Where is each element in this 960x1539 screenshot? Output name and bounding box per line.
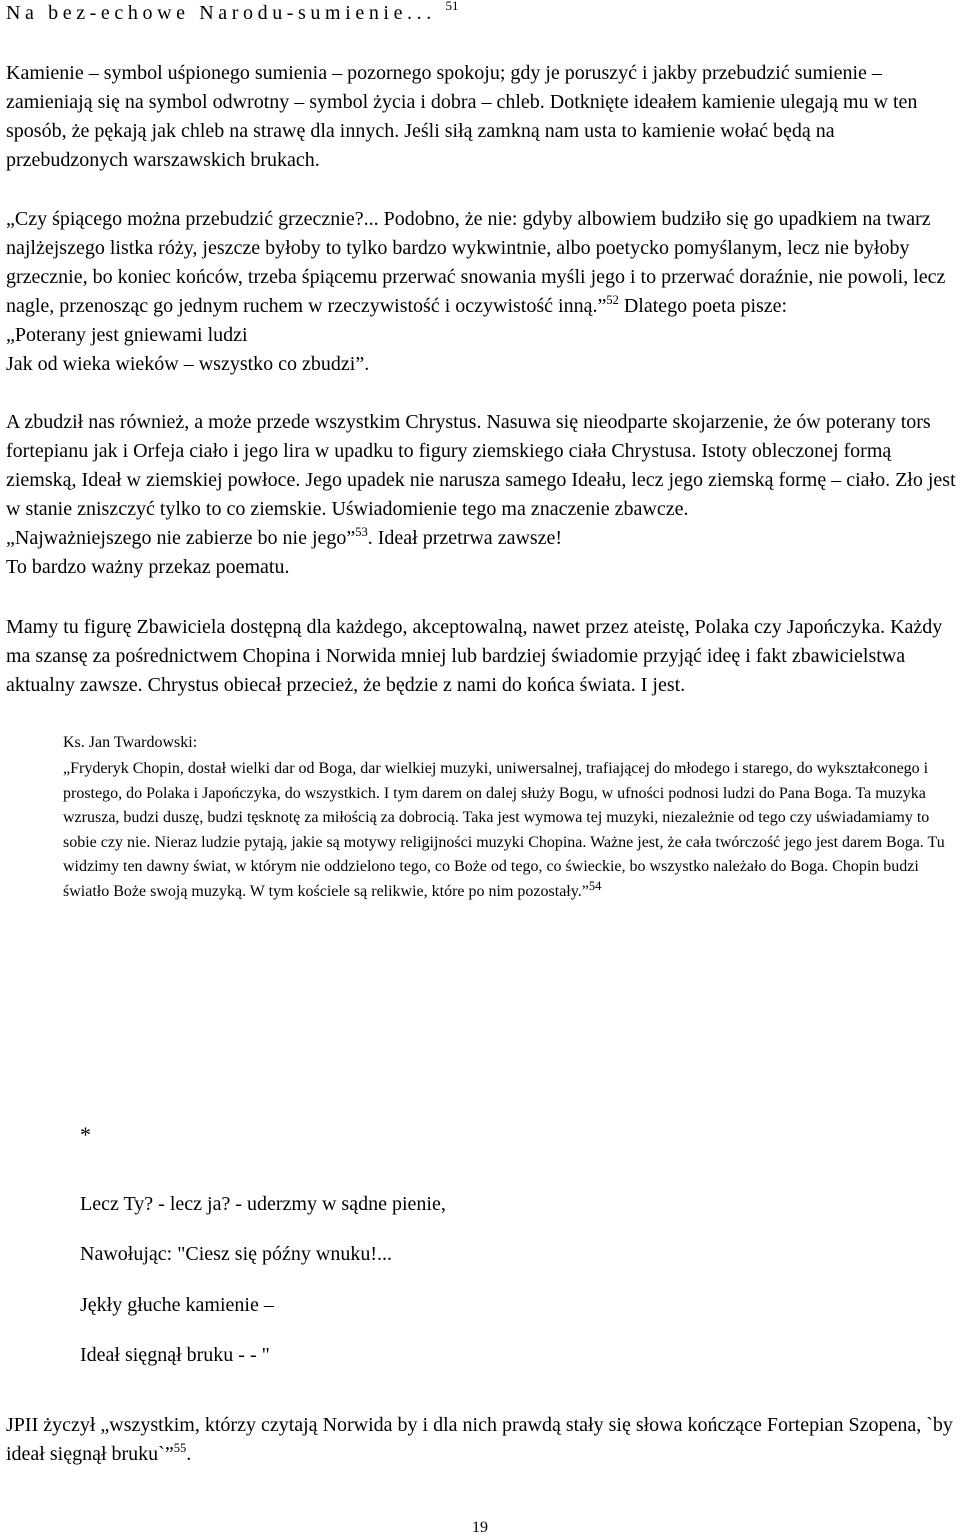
- poem-line-2: Nawołując: "Ciesz się późny wnuku!...: [80, 1243, 392, 1265]
- paragraph-christ-last-line: To bardzo ważny przekaz poematu.: [6, 556, 290, 578]
- paragraph-christ-quote: „Najważniejszego nie zabierze bo nie jego”: [6, 527, 356, 549]
- closing-text: JPII życzył „wszystkim, którzy czytają Norwida by i dla nich prawdą stały się słowa kończące Fortepian Szopena, `by ideał sięgnął bruku`”: [6, 1414, 953, 1465]
- footnote-marker-52: 52: [606, 293, 619, 307]
- paragraph-savior-text: Mamy tu figurę Zbawiciela dostępną dla każdego, akceptowalną, nawet przez ateistę, Polaka czy Japończyka. Każdy ma szansę za pośrednictwem Chopina i Norwida mniej lub bardziej świadomie przyjąć ideę i fakt zbawicielstwa aktualny zawsze. Chrystus obiecał przecież, że będzie z nami do końca świata. I jest.: [6, 616, 943, 696]
- poem-line-4: Ideał sięgnął bruku - - ": [80, 1344, 270, 1366]
- page-number: 19: [472, 1519, 488, 1536]
- paragraph-awakening-tail: Dlatego poeta pisze:: [618, 295, 788, 317]
- poem-line-1: Lecz Ty? - lecz ja? - uderzmy w sądne pienie,: [80, 1193, 446, 1215]
- page-heading: [6, 2, 458, 25]
- quote-author: Ks. Jan Twardowski:: [63, 734, 198, 751]
- heading-footnote-marker: 51: [445, 0, 459, 13]
- twardowski-quote-text: „Fryderyk Chopin, dostał wielki dar od Boga, dar wielkiej muzyki, uniwersalnej, trafiającej do młodego i starego, do wykształconego i prostego, do Polaka i Japończyka, do wszystkich. I tym darem on dalej służy Bogu, w ufności podnosi ludzi do Pana Boga. Ta muzyka wzrusza, budzi duszę, budzi tęsknotę za miłością za dobrocią. Taka jest wymowa tej muzyki, niezależnie od tego czy uświadamiamy to sobie czy nie. Nieraz ludzie pytają, jakie są motywy religijności muzyki Chopina. Ważne jest, że cała twórczość jego jest darem Boga. Tu widzimy ten dawny świat, w którym nie oddzielono tego, co Boże od tego, co świeckie, bo wszystko należało do Boga. Chopin budzi światło Boże swoją muzyką. W tym kościele są relikwie, które po nim pozostały.”: [63, 760, 945, 900]
- closing-paragraph: [6, 1411, 956, 1469]
- paragraph-savior: [6, 613, 956, 700]
- poem-quote-line-1: „Poterany jest gniewami ludzi: [6, 324, 248, 346]
- paragraph-awakening-text: „Czy śpiącego można przebudzić grzecznie?... Podobno, że nie: gdyby albowiem budziło się go upadkiem na twarz najlżejszego listka róży, jeszcze byłoby to tylko bardzo wykwintnie, albo poetycko pomyślanym, lecz nie byłoby grzecznie, bo koniec końców, trzeba śpiącemu przerwać snowania myśli jego i to przerwać doraźnie, nie powoli, lecz nagle, przenosząc go jednym ruchem w rzeczywistość i oczywistość inną.”: [6, 208, 946, 317]
- footnote-marker-54: 54: [588, 878, 602, 893]
- poem-line-3: Jękły głuche kamienie –: [80, 1294, 274, 1316]
- paragraph-stones: [6, 59, 956, 175]
- footnote-marker-55: 55: [173, 1441, 187, 1455]
- paragraph-christ-after: . Ideał przetrwa zawsze!: [367, 527, 563, 549]
- paragraph-christ-text: A zbudził nas również, a może przede wszystkim Chrystus. Nasuwa się nieodparte skojarzenie, że ów poterany tors fortepianu jak i Orfeja ciało i jego lira w upadku to figury ziemskiego ciała Chrystusa. Istoty obleczonej formą ziemską, Ideał w ziemskiej powłoce. Jego upadek nie narusza samego Ideału, lecz jego ziemską formę – ciało. Zło jest w stanie zniszczyć tylko to co ziemskie. Uświadomienie tego ma znaczenie zbawcze.: [6, 411, 956, 520]
- heading-title: Na bez-echowe Narodu-sumienie...: [6, 2, 436, 24]
- section-separator-asterisk: *: [80, 1122, 91, 1147]
- poem-quote-line-2: Jak od wieka wieków – wszystko co zbudzi”.: [6, 353, 370, 375]
- paragraph-stones-text: Kamienie – symbol uśpionego sumienia – pozornego spokoju; gdy je poruszyć i jakby przebudzić sumienie – zamieniają się na symbol odwrotny – symbol życia i dobra – chleb. Dotknięte ideałem kamienie ulegają mu w ten sposób, że pękają jak chleb na strawę dla innych. Jeśli siłą zamkną nam usta to kamienie wołać będą na przebudzonych warszawskich brukach.: [6, 62, 918, 171]
- footnote-marker-53: 53: [355, 525, 368, 539]
- paragraph-awakening: [6, 205, 956, 379]
- paragraph-christ: [6, 408, 956, 582]
- closing-end: .: [186, 1443, 192, 1465]
- twardowski-quote: [63, 757, 958, 904]
